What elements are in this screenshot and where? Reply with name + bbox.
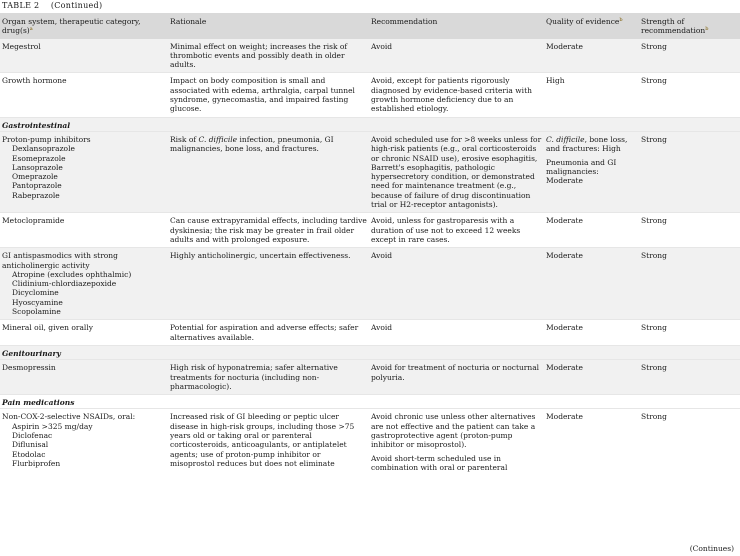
table-row <box>0 248 740 320</box>
table-row <box>0 360 740 395</box>
quality-cell: Moderate <box>544 409 639 475</box>
drug-cell: GI antispasmodics with strong anticholinergic activity Atropine (excludes ophthalmic) Clidinium-chlordiazepoxide Dicyclomine Hyoscyamine Scopolamine <box>0 248 168 320</box>
header-rationale: Rationale <box>168 13 369 39</box>
table-row <box>0 213 740 248</box>
category-row <box>0 117 740 131</box>
recommendation-cell: Avoid, except for patients rigorously diagnosed by evidence-based criteria with growth hormone deficiency due to an established etiology. <box>369 73 544 117</box>
table-caption <box>2 1 102 10</box>
header-recommendation: Recommendation <box>369 13 544 39</box>
drug-cell: Metoclopramide <box>0 213 168 248</box>
rationale-cell: Risk of C. difficile infection, pneumonia, GI malignancies, bone loss, and fractures. <box>168 131 369 212</box>
rationale-cell: Impact on body composition is small and associated with edema, arthralgia, carpal tunnel syndrome, gynecomastia, and impaired fasting glucose. <box>168 73 369 117</box>
recommendation-cell: Avoid <box>369 320 544 346</box>
header-drug: Organ system, therapeutic category, $drug(s)^a$ <box>0 13 168 39</box>
category-row <box>0 345 740 359</box>
header-strength: Strength of recommendation$^b$ <box>639 13 740 39</box>
rationale-cell: Potential for aspiration and adverse effects; safer alternatives available. <box>168 320 369 346</box>
recommendation-cell: Avoid <box>369 248 544 320</box>
strength-cell: Strong <box>639 213 740 248</box>
strength-cell: Strong <box>639 39 740 73</box>
drug-cell: Growth hormone <box>0 73 168 117</box>
category-row <box>0 395 740 409</box>
category-pain-medications: Pain medications <box>0 395 740 409</box>
drug-cell: Desmopressin <box>0 360 168 395</box>
recommendation-cell: Avoid, unless for gastroparesis with a duration of use not to exceed 12 weeks except in rare cases. <box>369 213 544 248</box>
recommendation-cell: Avoid chronic use unless other alternatives are not effective and the patient can take a gastroprotective agent (proton-pump inhibitor or misoprostol). Avoid short-term scheduled use in combination with oral or parenteral <box>369 409 544 475</box>
recommendation-cell: Avoid for treatment of nocturia or nocturnal polyuria. <box>369 360 544 395</box>
table-label: TABLE 2 <box>2 1 40 10</box>
rationale-cell: Increased risk of GI bleeding or peptic ulcer disease in high-risk groups, including those >75 years old or taking oral or parenteral corticosteroids, anticoagulants, or antiplatelet agents; use of proton-pump inhibitor or misoprostol reduces but does not eliminate <box>168 409 369 475</box>
table-row <box>0 39 740 73</box>
drug-cell: Mineral oil, given orally <box>0 320 168 346</box>
strength-cell: Strong <box>639 131 740 212</box>
recommendation-cell: Avoid scheduled use for >8 weeks unless for high-risk patients (e.g., oral corticosteroids or chronic NSAID use), erosive esophagitis, Barrett's esophagitis, pathologic hypersecretory condition, or demonstrated need for maintenance treatment (e.g., because of failure of drug discontinuation trial or H2-receptor antagonists). <box>369 131 544 212</box>
table-row <box>0 131 740 212</box>
table-row <box>0 320 740 346</box>
strength-cell: Strong <box>639 320 740 346</box>
quality-cell: Moderate <box>544 360 639 395</box>
recommendation-cell: Avoid <box>369 39 544 73</box>
quality-cell: Moderate <box>544 248 639 320</box>
drug-cell: Non-COX-2-selective NSAIDs, oral: Aspirin >325 mg/day Diclofenac Diflunisal Etodolac Flurbiprofen <box>0 409 168 475</box>
quality-cell: Moderate <box>544 39 639 73</box>
quality-cell: Moderate <box>544 213 639 248</box>
table-row <box>0 73 740 117</box>
header-row <box>0 13 740 39</box>
strength-cell: Strong <box>639 409 740 475</box>
drug-cell: Proton-pump inhibitors Dexlansoprazole Esomeprazole Lansoprazole Omeprazole Pantoprazole Rabeprazole <box>0 131 168 212</box>
strength-cell: Strong <box>639 248 740 320</box>
rationale-cell: High risk of hyponatremia; safer alternative treatments for nocturia (including non-pharmacologic). <box>168 360 369 395</box>
header-quality: Quality of evidence$^b$ <box>544 13 639 39</box>
rationale-cell: Highly anticholinergic, uncertain effectiveness. <box>168 248 369 320</box>
strength-cell: Strong <box>639 73 740 117</box>
strength-cell: Strong <box>639 360 740 395</box>
beers-criteria-table <box>0 13 740 475</box>
rationale-cell: Minimal effect on weight; increases the risk of thrombotic events and possibly death in older adults. <box>168 39 369 73</box>
quality-cell: High <box>544 73 639 117</box>
rationale-cell: Can cause extrapyramidal effects, including tardive dyskinesia; the risk may be greater in frail older adults and with prolonged exposure. <box>168 213 369 248</box>
quality-cell: Moderate <box>544 320 639 346</box>
drug-cell: Megestrol <box>0 39 168 73</box>
caption-note: (Continued) <box>50 1 103 10</box>
category-gastrointestinal: Gastrointestinal <box>0 117 740 131</box>
table-row <box>0 409 740 475</box>
continues-note: (Continues) <box>689 544 734 553</box>
quality-cell: C. difficile, bone loss, and fractures: High Pneumonia and GI malignancies: Moderate <box>544 131 639 212</box>
category-genitourinary: Genitourinary <box>0 345 740 359</box>
